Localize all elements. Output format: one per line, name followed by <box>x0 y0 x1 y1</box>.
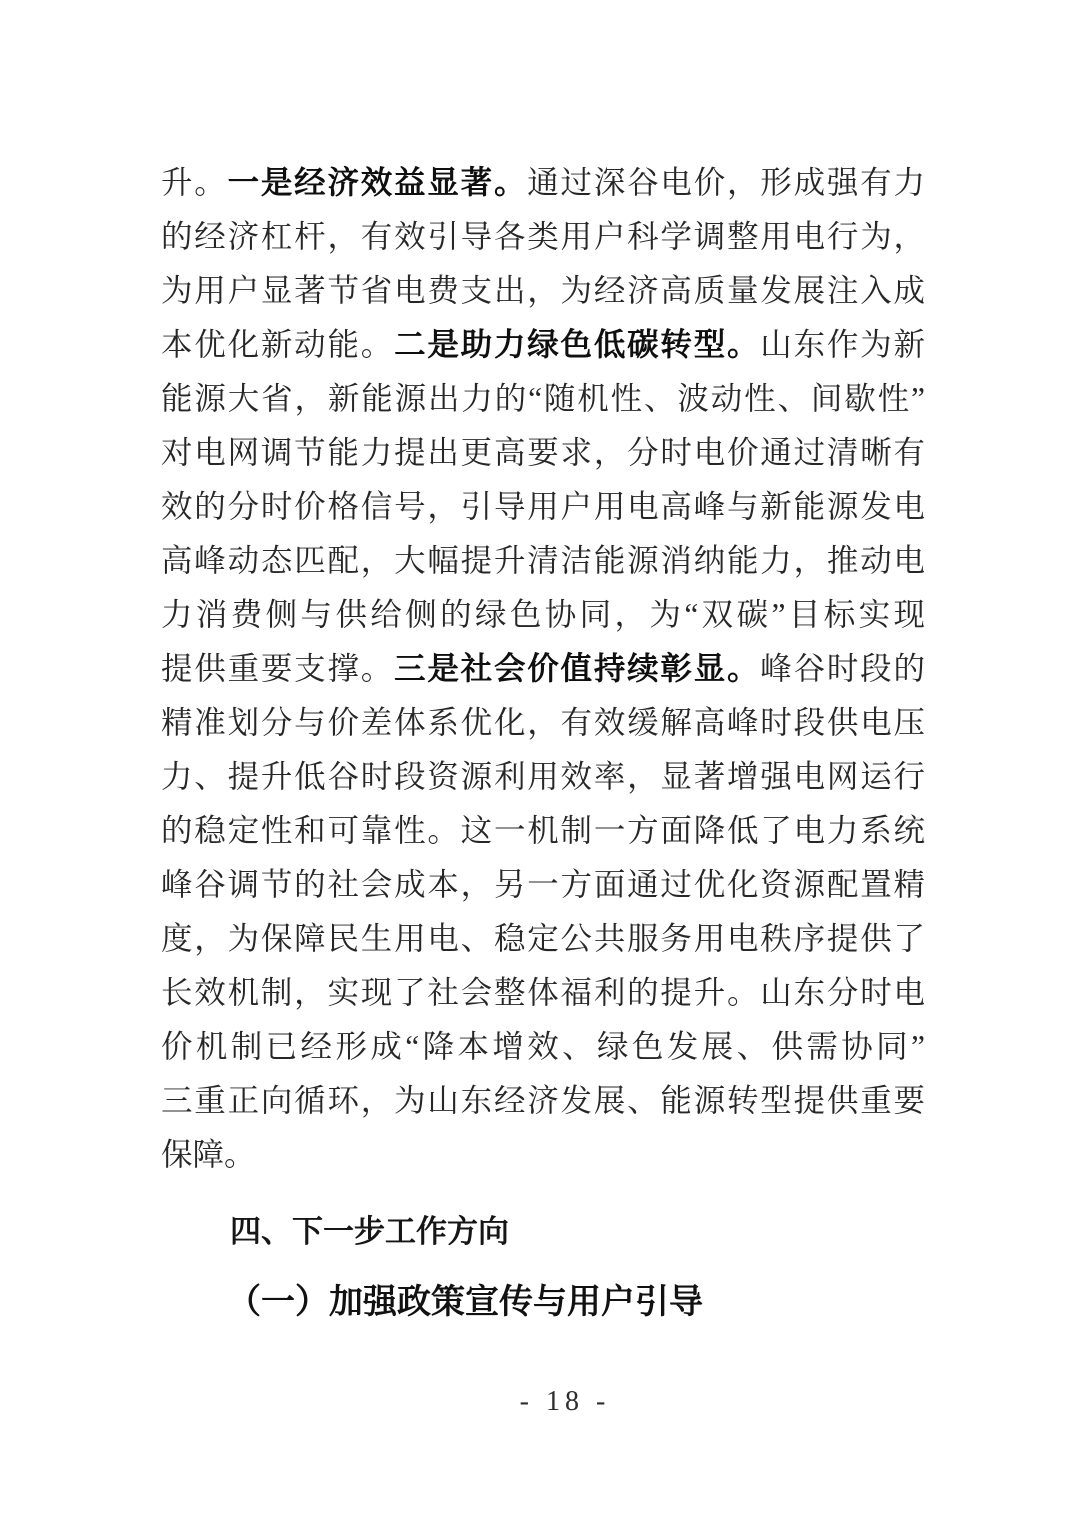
text-run: 对电网调节能力提出更高要求，分时电价通过清晰有 <box>161 435 925 470</box>
subsection-heading: （一）加强政策宣传与用户引导 <box>227 1284 703 1321</box>
text-run: 为用户显著节省电费支出，为经济高质量发展注入成 <box>161 273 925 308</box>
body-line <box>161 534 925 588</box>
body-line <box>161 372 925 426</box>
body-line <box>161 318 925 372</box>
text-run: 升。 <box>161 165 228 200</box>
text-run: 长效机制，实现了社会整体福利的提升。山东分时电 <box>161 975 925 1010</box>
text-run: 保障。 <box>161 1137 256 1172</box>
page-number: - 18 - <box>519 1386 611 1417</box>
text-run: 山东作为新 <box>760 327 925 362</box>
text-run: 能源大省，新能源出力的“随机性、波动性、间歇性” <box>161 381 925 416</box>
body-line <box>161 966 925 1020</box>
body-line <box>161 210 925 264</box>
body-line <box>161 642 925 696</box>
body-line <box>161 1128 925 1182</box>
text-run: 三重正向循环，为山东经济发展、能源转型提供重要 <box>161 1083 925 1118</box>
text-run: 高峰动态匹配，大幅提升清洁能源消纳能力，推动电 <box>161 543 925 578</box>
body-line <box>161 804 925 858</box>
body-line <box>161 588 925 642</box>
text-run: 度，为保障民生用电、稳定公共服务用电秩序提供了 <box>161 921 925 956</box>
text-run: 的经济杠杆，有效引导各类用户科学调整用电行为， <box>161 219 925 254</box>
body-line <box>161 480 925 534</box>
body-line <box>161 1020 925 1074</box>
text-run: 的稳定性和可靠性。这一机制一方面降低了电力系统 <box>161 813 925 848</box>
section-heading: 四、下一步工作方向 <box>230 1214 509 1249</box>
emphasis-run: 一是经济效益显著。 <box>227 165 528 200</box>
body-line <box>161 696 925 750</box>
text-run: 精准划分与价差体系优化，有效缓解高峰时段供电压 <box>161 705 925 740</box>
body-text <box>161 156 925 1182</box>
body-line <box>161 858 925 912</box>
text-run: 峰谷时段的 <box>760 651 925 686</box>
body-line <box>161 1074 925 1128</box>
body-line <box>161 264 925 318</box>
emphasis-run: 三是社会价值持续彰显。 <box>394 651 761 686</box>
text-run: 效的分时价格信号，引导用户用电高峰与新能源发电 <box>161 489 925 524</box>
body-line <box>161 912 925 966</box>
body-line <box>161 750 925 804</box>
text-run: 通过深谷电价，形成强有力 <box>527 165 925 200</box>
text-run: 力、提升低谷时段资源利用效率，显著增强电网运行 <box>161 759 925 794</box>
text-run: 力消费侧与供给侧的绿色协同，为“双碳”目标实现 <box>161 597 925 632</box>
text-run: 峰谷调节的社会成本，另一方面通过优化资源配置精 <box>161 867 925 902</box>
text-run: 价机制已经形成“降本增效、绿色发展、供需协同” <box>161 1029 925 1064</box>
text-run: 本优化新动能。 <box>161 327 395 362</box>
text-run: 提供重要支撑。 <box>161 651 395 686</box>
body-line <box>161 156 925 210</box>
body-line <box>161 426 925 480</box>
emphasis-run: 二是助力绿色低碳转型。 <box>394 327 761 362</box>
